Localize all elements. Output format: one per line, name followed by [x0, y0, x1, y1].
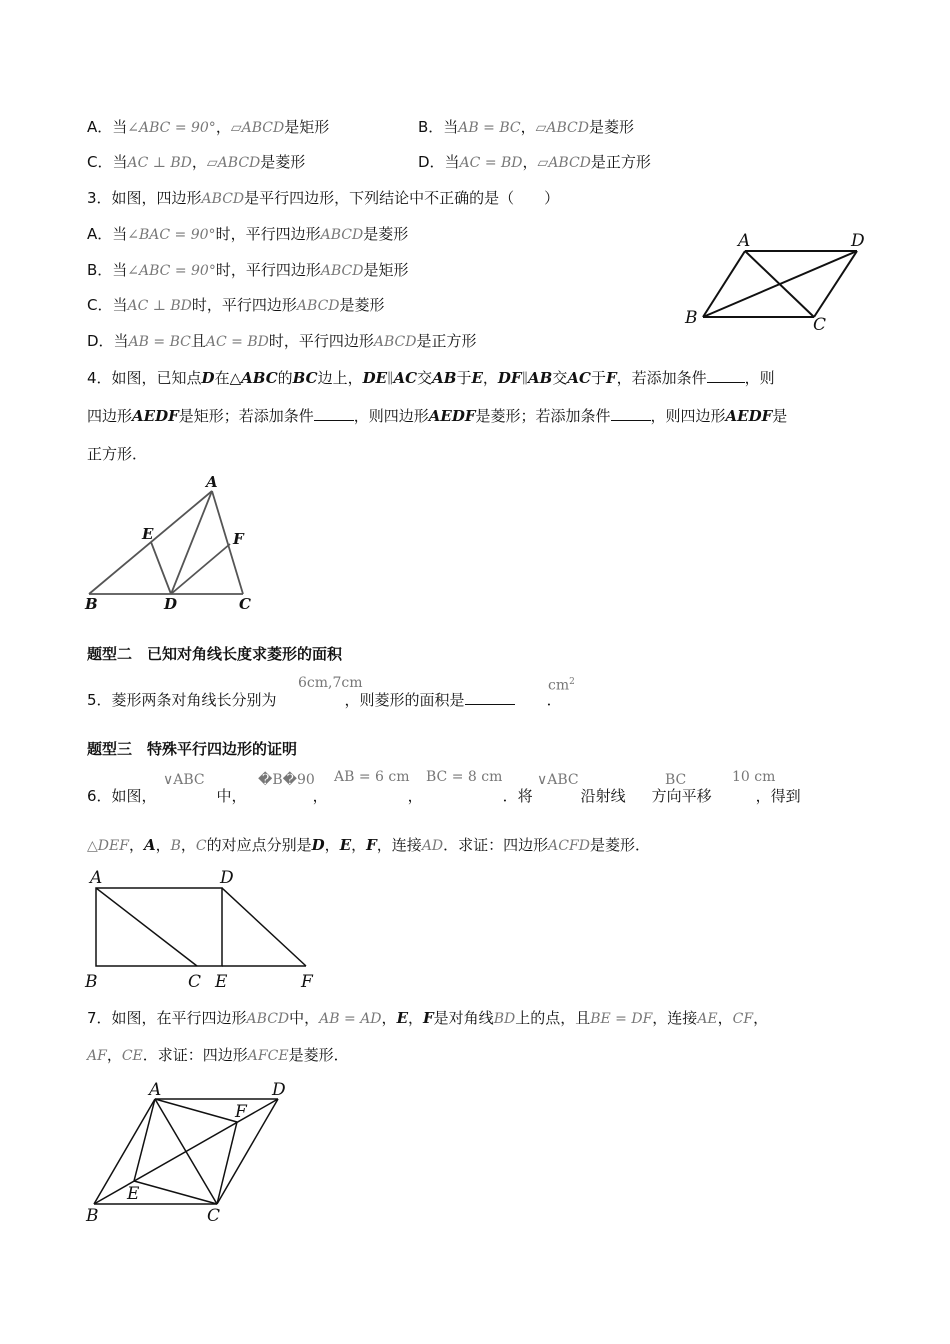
q3-option-c: C．当AC ⊥ BD时，平行四边形ABCD是菱形 [87, 296, 385, 314]
q3-option-d: D．当AB = BC且AC = BD时，平行四边形ABCD是正方形 [87, 332, 477, 350]
q7-edge-dc [217, 1099, 278, 1204]
q3-stem: 3．如图，四边形ABCD是平行四边形，下列结论中不正确的是（ ） [87, 189, 560, 207]
q3-parallelogram-figure [680, 230, 870, 335]
q4-stem-line3: 正方形． [87, 445, 148, 463]
q3-label-a: A [738, 231, 751, 251]
section-heading-type3: 题型三 特殊平行四边形的证明 [87, 740, 298, 758]
q6-label-c: C [188, 972, 202, 992]
q5-unit: $cm^2$ [548, 677, 575, 694]
q5-diagonal-lengths: 6cm,7cm [298, 675, 363, 691]
q6-angle-b: �B�90 [258, 772, 315, 788]
q4-stem-line2: 四边形AEDF是矩形；若添加条件 ，则四边形AEDF是菱形；若添加条件 ，则四边形AEDF是 [87, 407, 788, 425]
q6-triangle-abc: ∨ABC [163, 772, 205, 788]
q6-segment-ac [96, 888, 197, 966]
q3-label-c: C [813, 315, 827, 335]
q7-diagonal-ac [155, 1099, 217, 1204]
q6-label-d: D [220, 868, 234, 888]
q7-edge-ab [94, 1099, 155, 1204]
q7-label-a: A [149, 1080, 162, 1100]
q6-translation-figure [80, 866, 330, 996]
q3-option-b: B．当∠ABC = 90°时，平行四边形ABCD是矩形 [87, 261, 409, 279]
q6-shift-distance: 10 cm [732, 769, 776, 785]
q4-label-d: D [164, 595, 178, 613]
q4-blank-1[interactable] [707, 368, 745, 383]
q6-ray-bc: BC [665, 772, 687, 788]
q4-label-b: B [85, 595, 98, 613]
q5-stem: 5．菱形两条对角线长分别为 ，则菱形的面积是 ． [87, 691, 562, 709]
section-heading-type2: 题型二 已知对角线长度求菱形的面积 [87, 645, 343, 663]
q7-label-d: D [272, 1080, 286, 1100]
q2-option-c: C．当AC ⊥ BD，▱ABCD是菱形 [87, 153, 306, 171]
q4-stem-line1: 4．如图，已知点D在△ABC的BC边上，DE∥AC交AB于E，DF∥AB交AC于F，若添加条件 ，则 [87, 369, 775, 387]
q7-label-e: E [127, 1184, 140, 1204]
q7-stem-line1: 7．如图，在平行四边形ABCD中，AB = AD，E，F是对角线BD上的点，且BE = DF，连接AE，CF， [87, 1009, 769, 1027]
q7-rhombus-figure [80, 1075, 300, 1225]
q4-blank-2[interactable] [314, 406, 354, 421]
q7-segment-ae [134, 1099, 155, 1181]
q2-option-b: B．当AB = BC，▱ABCD是菱形 [418, 118, 634, 136]
q3-option-a: A．当∠BAC = 90°时，平行四边形ABCD是菱形 [87, 225, 409, 243]
q7-label-b: B [86, 1206, 99, 1226]
q3-label-d: D [851, 231, 865, 251]
q6-stem-line2: △DEF，A，B，C的对应点分别是D，E，F，连接AD．求证：四边形ACFD是菱形． [87, 836, 650, 854]
q2-option-d: D．当AC = BD，▱ABCD是正方形 [418, 153, 651, 171]
q7-label-f: F [235, 1102, 247, 1122]
q6-length-ab: AB = 6 cm [334, 769, 410, 785]
q4-segment-ad [171, 491, 212, 594]
q7-label-c: C [207, 1206, 221, 1226]
q4-triangle-figure [80, 472, 270, 617]
q4-label-a: A [206, 473, 218, 491]
q4-segment-de [151, 542, 171, 594]
q4-label-f: F [233, 530, 244, 548]
q4-segment-df [171, 544, 230, 594]
q5-answer-blank[interactable] [465, 690, 515, 705]
q7-stem-line2: AF，CE．求证：四边形AFCE是菱形． [87, 1046, 349, 1064]
q2-option-a: A．当∠ABC = 90°，▱ABCD是矩形 [87, 118, 330, 136]
q6-label-b: B [85, 972, 98, 992]
q4-label-c: C [239, 595, 251, 613]
q7-segment-cf [217, 1122, 237, 1204]
q4-label-e: E [142, 525, 154, 543]
q6-label-f: F [301, 972, 313, 992]
q6-label-e: E [215, 972, 228, 992]
q3-diagonal-bd [703, 251, 857, 317]
q6-label-a: A [90, 868, 103, 888]
q3-label-b: B [685, 308, 698, 328]
q6-length-bc: BC = 8 cm [426, 769, 503, 785]
q6-triangle-abc-2: ∨ABC [537, 772, 579, 788]
q6-rectangle-abed [96, 888, 222, 966]
q6-segment-df [222, 888, 306, 966]
q6-stem-line1: 6．如图， 中， ， ， ．将 沿射线 方向平移 ，得到 [87, 787, 801, 805]
q7-segment-ce [134, 1181, 217, 1204]
q4-blank-3[interactable] [611, 406, 651, 421]
